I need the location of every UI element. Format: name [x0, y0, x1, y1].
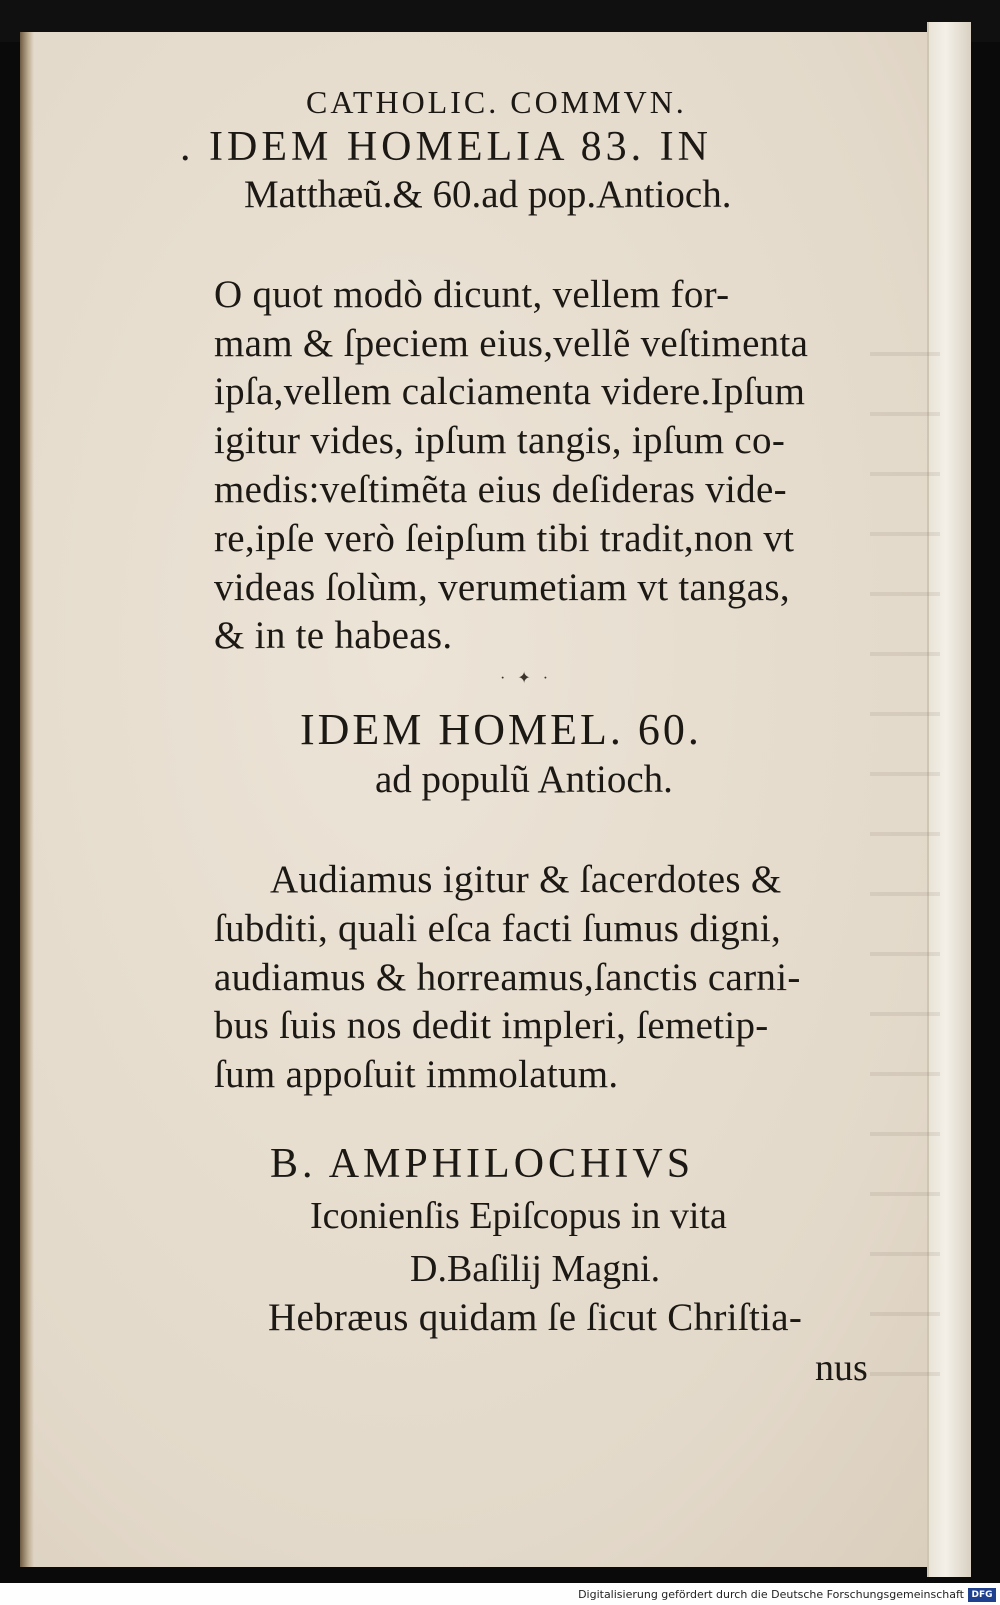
section1-line: mam & ſpeciem eius,vellẽ veſtimenta — [214, 322, 809, 365]
section1-line: videas ſolùm, verumetiam vt tangas, — [214, 566, 790, 609]
section1-line: O quot modò dicunt, vellem for- — [214, 273, 730, 316]
section2-line: ſum appoſuit immolatum. — [214, 1053, 619, 1096]
section2-heading-line2: ad populũ Antioch. — [375, 758, 673, 801]
section3-line: Hebræus quidam ſe ſicut Chriſtia- — [268, 1296, 803, 1339]
section1-line: ipſa,vellem calciamenta videre.Ipſum — [214, 370, 806, 413]
section2-line: ſubditi, quali eſca facti ſumus digni, — [214, 907, 782, 950]
running-head: CATHOLIC. COMMVN. — [306, 84, 687, 120]
page-gutter-shadow — [20, 32, 34, 1567]
section1-line: igitur vides, ipſum tangis, ipſum co- — [214, 419, 786, 462]
section3-heading-line1: B. AMPHILOCHIVS — [270, 1141, 695, 1187]
catchword: nus — [815, 1347, 868, 1389]
fleuron-ornament: · ✦ · — [500, 670, 553, 687]
section2-heading-line1: IDEM HOMEL. 60. — [300, 705, 702, 754]
section3-heading-line3: D.Baſilij Magni. — [410, 1248, 661, 1290]
footer-bar — [0, 1583, 1000, 1605]
section1-line: re,ipſe verò ſeipſum tibi tradit,non vt — [214, 517, 795, 560]
section1-heading-line2: Matthæũ.& 60.ad pop.Antioch. — [244, 173, 732, 216]
section1-line: & in te habeas. — [214, 614, 453, 657]
section2-line: audiamus & horreamus,ſanctis carni- — [214, 956, 801, 999]
section1-line: medis:veſtimẽta eius deſideras vide- — [214, 468, 787, 511]
funding-credit: Digitalisierung gefördert durch die Deutsche Forschungsgemeinschaft — [578, 1588, 964, 1601]
section2-line: Audiamus igitur & ſacerdotes & — [270, 858, 782, 901]
dfg-logo: DFG — [968, 1588, 996, 1602]
show-through-shadow — [870, 312, 940, 1412]
section3-heading-line2: Iconienſis Epiſcopus in vita — [310, 1195, 727, 1237]
section2-line: bus ſuis nos dedit impleri, ſemetip- — [214, 1004, 769, 1047]
section1-heading-line1: . IDEM HOMELIA 83. IN — [180, 124, 712, 170]
